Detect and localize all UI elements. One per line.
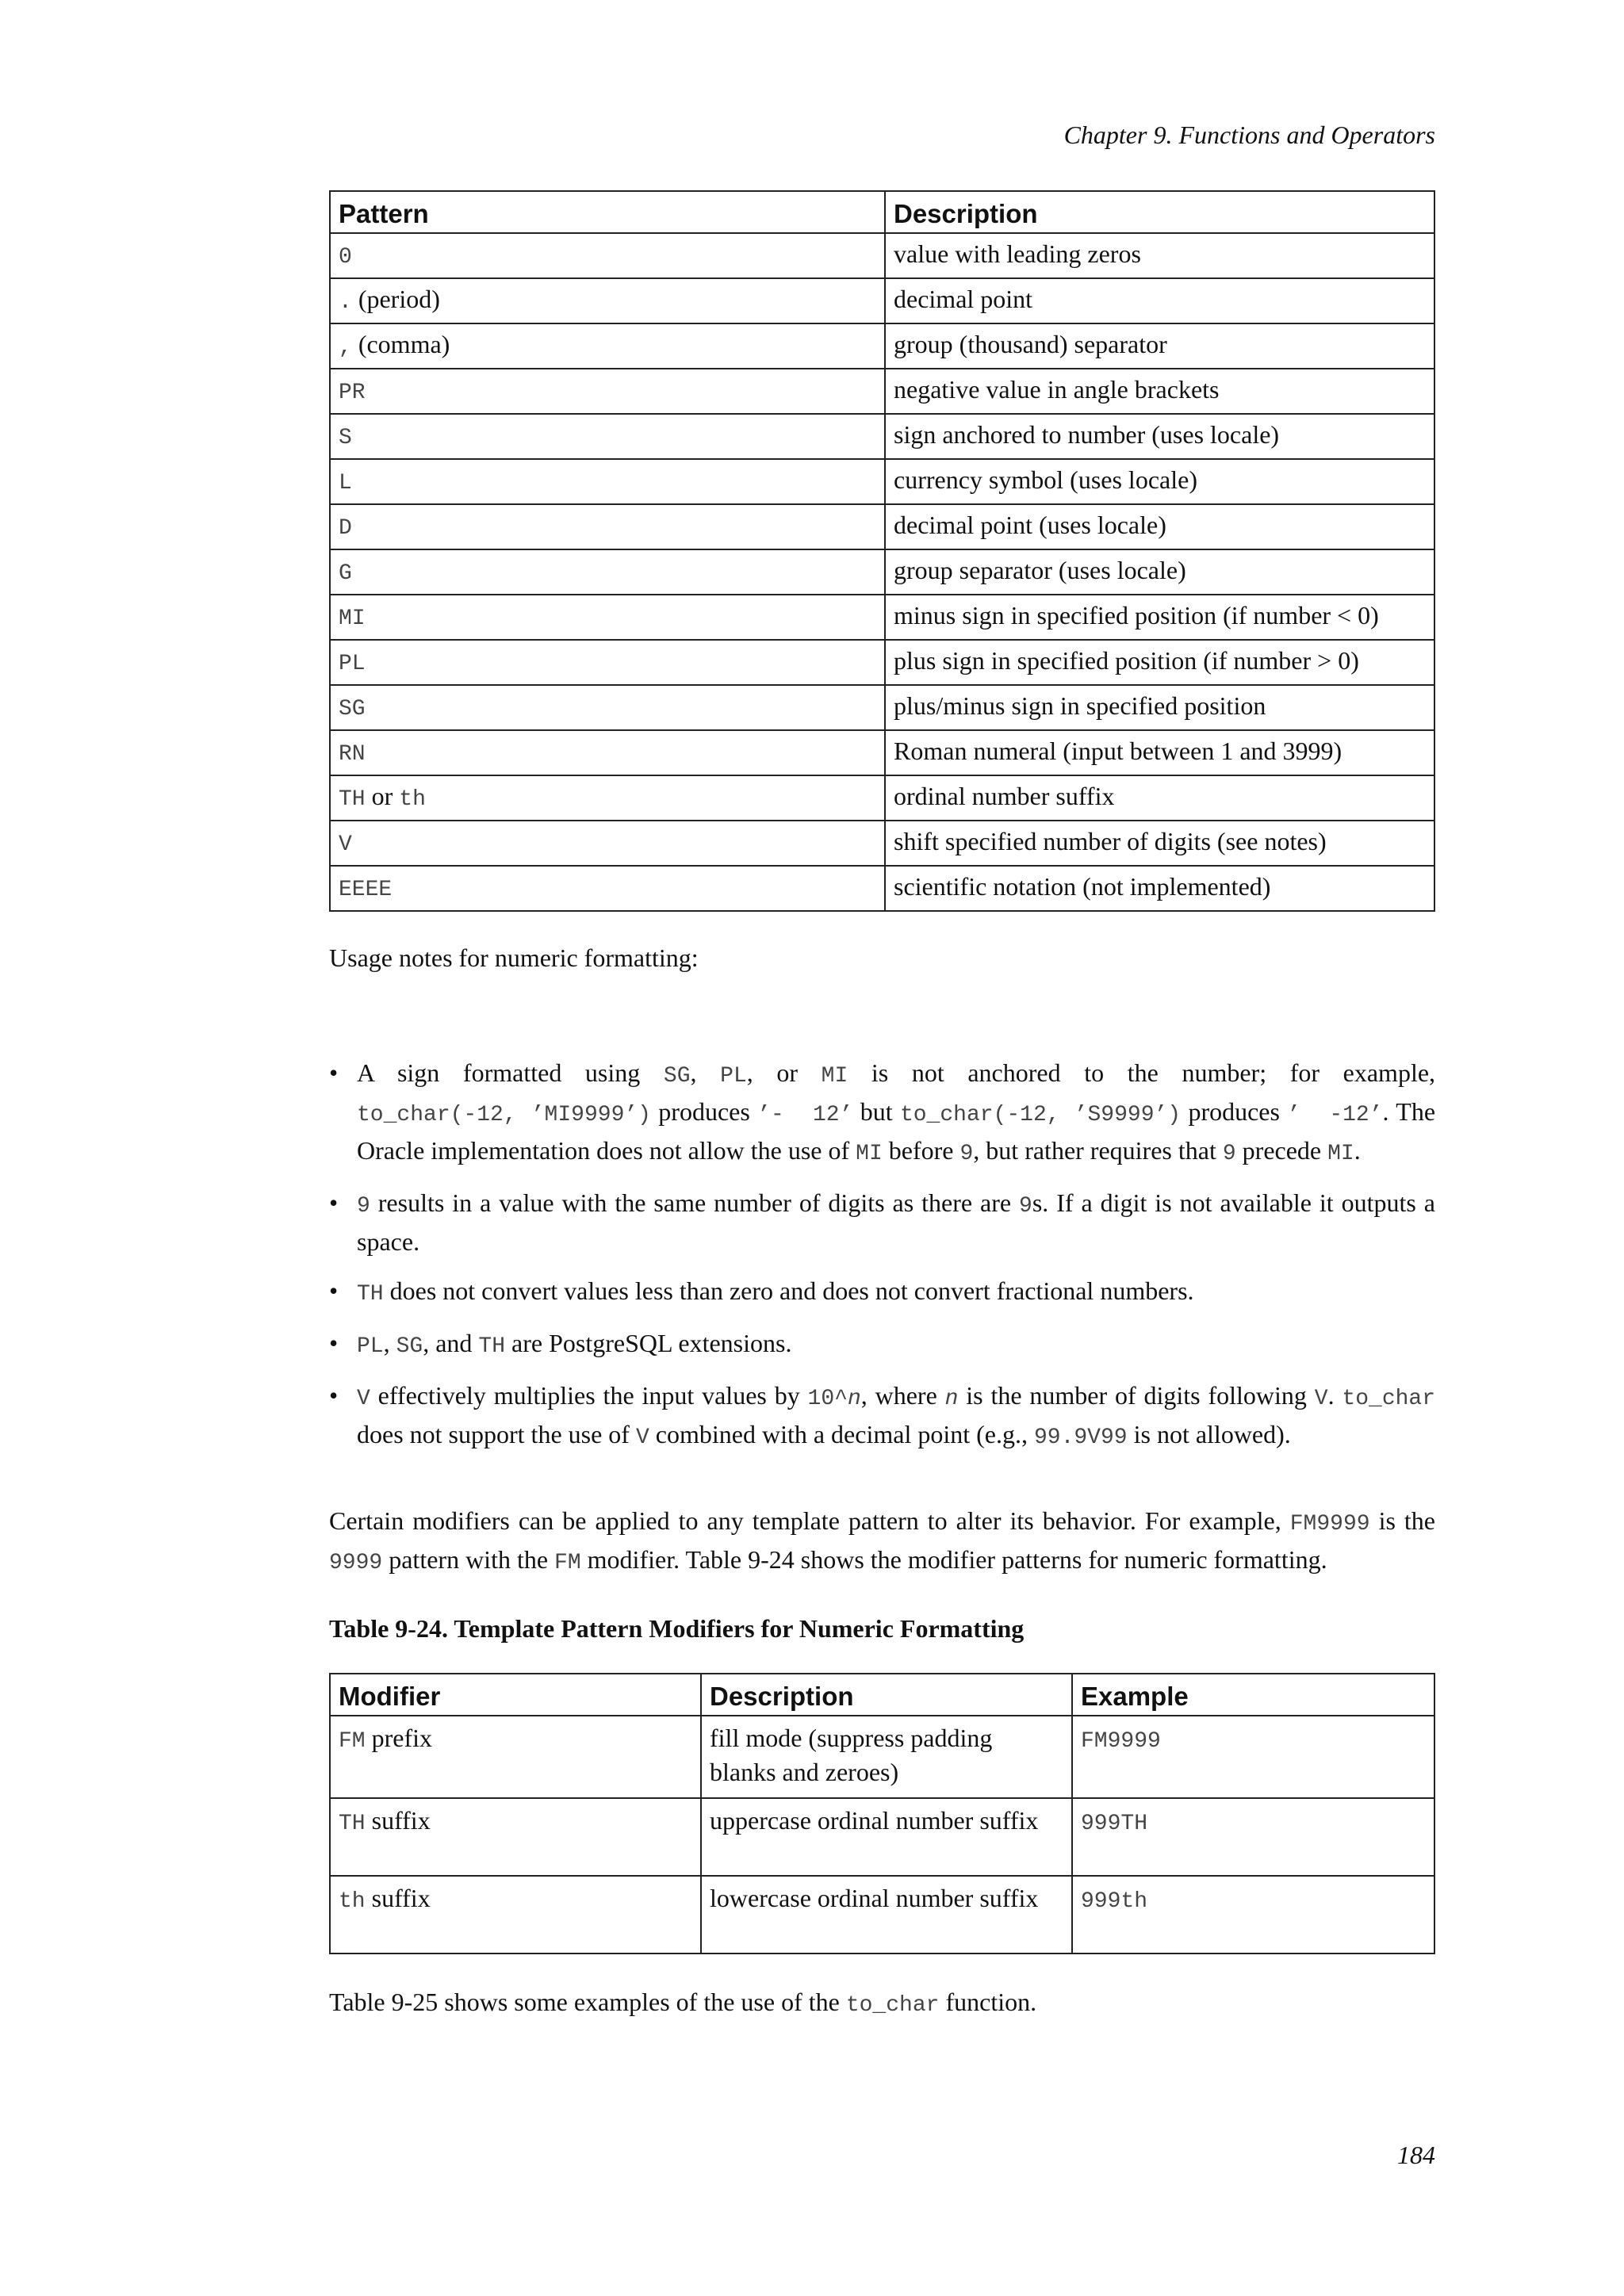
closing-paragraph: Table 9-25 shows some examples of the use of the to_char function.: [329, 1988, 1037, 2018]
table-row: [330, 821, 1434, 866]
running-header: Chapter 9. Functions and Operators: [1063, 121, 1435, 149]
pattern-description: plus/minus sign in specified position: [885, 685, 1434, 730]
pattern-description: decimal point (uses locale): [885, 504, 1434, 549]
pattern-code: .: [339, 290, 352, 315]
usage-notes-list: [329, 1055, 1435, 1456]
table-row: FM prefix fill mode (suppress padding blanks and zeroes) FM9999: [330, 1716, 1434, 1798]
table-row: [330, 549, 1434, 595]
list-item: • TH does not convert values less than zero and does not convert fractional numbers.: [329, 1273, 1435, 1312]
pattern-description: scientific notation (not implemented): [885, 866, 1434, 911]
table-row: TH suffix uppercase ordinal number suffix 999TH: [330, 1798, 1434, 1876]
pattern-code: EEEE: [339, 878, 393, 902]
table-row: [330, 459, 1434, 504]
table-row: [330, 414, 1434, 459]
pattern-code: D: [339, 516, 352, 541]
page-body: [329, 119, 1435, 2023]
table-row: [330, 640, 1434, 685]
table-header-row: [330, 191, 1434, 233]
pattern-description: shift specified number of digits (see notes): [885, 821, 1434, 866]
list-item: • PL, SG, and TH are PostgreSQL extensions.: [329, 1326, 1435, 1364]
pattern-code: RN: [339, 742, 366, 767]
table-row: , (comma) group (thousand) separator: [330, 323, 1434, 369]
table-row: TH or th ordinal number suffix: [330, 775, 1434, 821]
pattern-description: minus sign in specified position (if number < 0): [885, 595, 1434, 640]
column-header-pattern: Pattern: [330, 191, 885, 233]
modifiers-paragraph: Certain modifiers can be applied to any template pattern to alter its behavior. For example, FM9999 is the 9999 pattern with the FM modifier. Table 9-24 shows the modifier patterns for numeric formatting.: [329, 1506, 1435, 1575]
pattern-code: SG: [339, 697, 366, 721]
page-number: 184: [1397, 2141, 1435, 2169]
table-row: [330, 369, 1434, 414]
pattern-code: 0: [339, 245, 352, 270]
bullet-icon: •: [329, 1329, 339, 1357]
pattern-code: V: [339, 832, 352, 857]
bullet-icon: •: [329, 1381, 339, 1410]
pattern-description: currency symbol (uses locale): [885, 459, 1434, 504]
pattern-code: S: [339, 426, 352, 450]
pattern-code: TH: [339, 787, 366, 812]
pattern-description: group (thousand) separator: [885, 323, 1434, 369]
pattern-description: sign anchored to number (uses locale): [885, 414, 1434, 459]
pattern-description: value with leading zeros: [885, 233, 1434, 278]
pattern-table: [329, 190, 1435, 912]
pattern-code: ,: [339, 335, 352, 360]
pattern-description: Roman numeral (input between 1 and 3999): [885, 730, 1434, 775]
pattern-code: L: [339, 471, 352, 496]
list-item: • 9 results in a value with the same number of digits as there are 9s. If a digit is not available it outputs a space.: [329, 1185, 1435, 1260]
bullet-icon: •: [329, 1276, 339, 1305]
table-row: th suffix lowercase ordinal number suffix 999th: [330, 1876, 1434, 1954]
modifier-code: th: [339, 1889, 366, 1914]
pattern-description: ordinal number suffix: [885, 775, 1434, 821]
column-header-description: Description: [701, 1674, 1072, 1716]
list-item: • A sign formatted using SG, PL, or MI is not anchored to the number; for example, to_char(-12, ’MI9999’) produces ’- 12’ but to_char(-12, ’S9999’) produces ’ -12’. The Oracle implementation does not allow the use of MI before 9, but rather requires that 9 precede MI.: [329, 1055, 1435, 1172]
pattern-code: th: [399, 787, 426, 812]
column-header-modifier: Modifier: [330, 1674, 701, 1716]
bullet-icon: •: [329, 1058, 339, 1087]
pattern-description: plus sign in specified position (if number > 0): [885, 640, 1434, 685]
modifier-description: lowercase ordinal number suffix: [701, 1876, 1072, 1954]
usage-notes-title: Usage notes for numeric formatting:: [329, 943, 699, 972]
table-row: [330, 730, 1434, 775]
table-row: [330, 685, 1434, 730]
pattern-code: MI: [339, 607, 366, 631]
modifier-description: uppercase ordinal number suffix: [701, 1798, 1072, 1876]
modifier-description: fill mode (suppress padding blanks and zeroes): [701, 1716, 1072, 1798]
table-row: [330, 504, 1434, 549]
pattern-code: G: [339, 561, 352, 586]
table-header-row: [330, 1674, 1434, 1716]
table-row: [330, 233, 1434, 278]
column-header-description: Description: [885, 191, 1434, 233]
modifier-table: [329, 1673, 1435, 1954]
modifier-code: TH: [339, 1812, 366, 1836]
table-row: [330, 595, 1434, 640]
pattern-description: group separator (uses locale): [885, 549, 1434, 595]
modifier-example: FM9999: [1081, 1729, 1161, 1754]
bullet-icon: •: [329, 1188, 339, 1217]
table-row: [330, 866, 1434, 911]
table-row: . (period) decimal point: [330, 278, 1434, 323]
list-item: • V effectively multiplies the input values by 10^n, where n is the number of digits following V. to_char does not support the use of V combined with a decimal point (e.g., 99.9V99 is not allowed).: [329, 1378, 1435, 1456]
pattern-code: PR: [339, 381, 366, 405]
column-header-example: Example: [1072, 1674, 1434, 1716]
pattern-code: PL: [339, 652, 366, 676]
table-caption: Table 9-24. Template Pattern Modifiers for Numeric Formatting: [329, 1614, 1025, 1643]
modifier-example: 999th: [1081, 1889, 1148, 1914]
pattern-description: decimal point: [885, 278, 1434, 323]
modifier-example: 999TH: [1081, 1812, 1148, 1836]
pattern-description: negative value in angle brackets: [885, 369, 1434, 414]
modifier-code: FM: [339, 1729, 366, 1754]
